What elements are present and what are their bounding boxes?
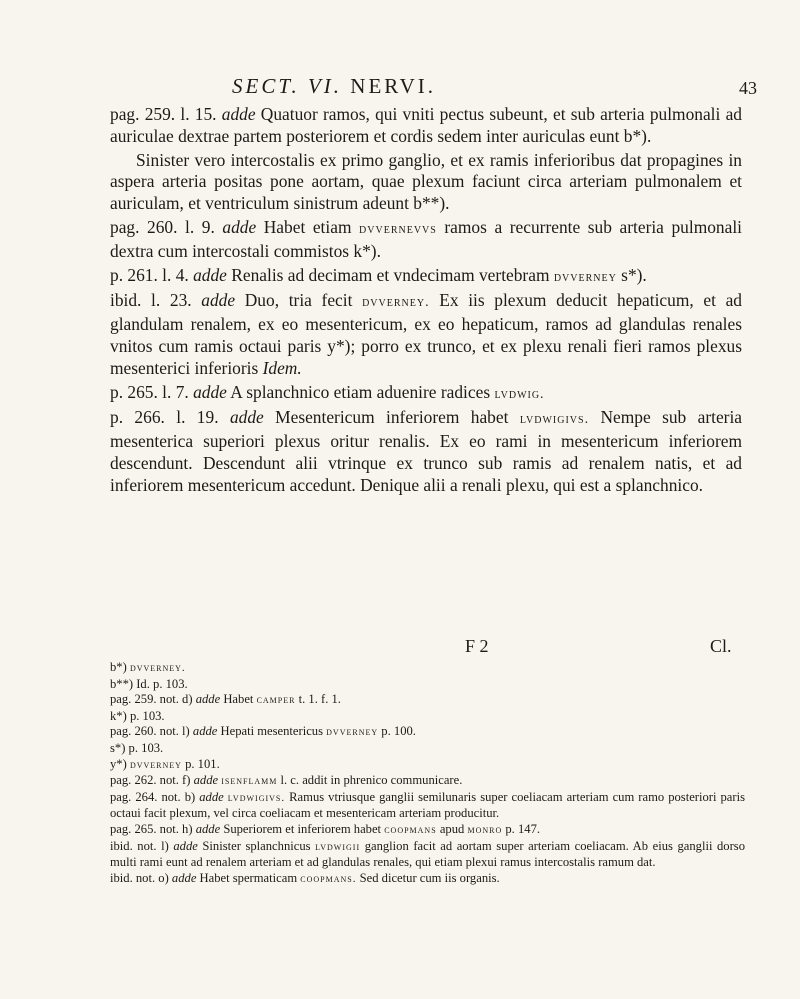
entry-sinister-paragraph [110,150,742,215]
note-ref: ibid. not. l) [110,838,174,853]
entry-ref: p. 265. l. 7. [110,381,194,402]
author-name: dvverney. [129,662,186,674]
entry-adde: adde [193,264,227,285]
note-text: Sed dicetur cum iis organis. [356,870,500,885]
note-text: Id. p. 103. [136,676,188,691]
footnote [110,757,745,774]
entry-adde: adde [193,381,227,402]
entry-text: Habet etiam [256,216,360,237]
entry-adde: adde [201,290,236,311]
running-head [232,74,436,99]
note-adde: adde [199,789,224,804]
author-name: lvdwig. [494,386,545,402]
note-mark: b**) [110,676,137,691]
author-name: dvverney [129,758,182,771]
entry-text: Renalis ad decimam et vndecimam vertebram [226,264,554,285]
note-text: t. 1. f. 1. [295,692,341,707]
note-adde: adde [173,838,198,853]
note-text: p. 103. [129,708,165,723]
entry-pag-259 [110,104,742,148]
note-text: Hepati mesentericus [217,724,327,739]
footnote [110,839,745,871]
author-name: lvdwigivs. [519,412,590,428]
entry-p-266 [110,407,742,496]
entry-p-261 [110,265,742,289]
note-text: Habet [220,692,257,707]
footnote [110,773,745,790]
footnote [110,822,745,839]
catch-line [0,636,800,658]
note-adde: adde [192,724,218,739]
note-mark: b*) [110,660,130,674]
note-text: Ramus vtriusque ganglii semilunaris super coeliacam arteriam cum ramo posteriori paris octaui facit plexum, vel circa coeliacam et mesentericam arteriam producitur. [110,789,745,821]
footnote [110,741,745,757]
note-text: ganglion facit ad aortam super arteriam coeliacam. Ab eius ganglii dorso multi rami eunt ad renalem arteriam et ad glandulas renales, qui etiam plexui ramus intercostalis ramum dat. [110,838,745,870]
note-ref: pag. 259. not. d) [110,692,196,707]
entry-text: Sinister vero intercostalis ex primo ganglio, et ex ramis inferioribus dat propagines in aspera arteria positas pone aortam, quae plexum faciunt circa arteriam pulmonalem et auriculam, et ventriculum sinistrum adeunt b**). [110,149,742,214]
entry-text: A splanchnico etiam aduenire radices [226,381,495,402]
note-mark: k*) [110,708,130,723]
entry-ref: p. 266. l. 19. [110,407,230,428]
entry-text: Ex iis plexum deducit hepaticum, et ad glandulam renalem, ex eo mesentericum, ex eo hepaticum, ramos ad glandulas renales vnitos cum ramis octaui paris y*); porro ex trunco, et ex plexu renali fieri ramos plexus mesenterici inferioris [110,290,742,378]
entry-ref: pag. 259. l. 15. [110,104,222,124]
note-text: Habet spermaticam [196,870,301,885]
author-name: dvvernevvs [359,221,437,237]
note-ref: pag. 262. not. f) [110,773,194,788]
main-text [110,104,742,499]
author-name: lvdwigivs. [227,791,286,804]
idem-word: Idem. [262,357,302,378]
entry-ref: p. 261. l. 4. [110,264,194,285]
entry-text: Nempe sub arteria mesenterica superiori plexus oritur renalis. Ex eo rami in mesentericum inferiorem descendunt. Descendunt alii vtrinque ex trunco sub ramis ad renalem natis, et ad inferiorem mesentericum accedunt. Denique alii a renali plexu, qui est a splanchnico. [110,407,743,495]
author-name: monro [467,823,503,836]
entry-text: Quatuor ramos, qui vniti pectus subeunt, et sub arteria pulmonali ad auriculae dextrae partem posteriorem et cordis sedem inter auriculas eunt b*). [110,104,742,146]
note-mark: y*) [110,756,130,771]
entry-text: Duo, tria fecit [235,290,363,311]
entry-adde: adde [221,104,256,124]
author-name: dvverney. [362,295,430,311]
note-adde: adde [171,870,197,885]
signature-mark: F 2 [465,636,489,656]
note-text: Superiorem et inferiorem habet [220,821,385,836]
entry-text: s*). [616,264,647,285]
note-adde: adde [193,773,219,788]
author-name: dvverney [326,726,379,739]
note-ref: pag. 265. not. h) [110,821,196,836]
note-adde: adde [195,692,221,707]
note-text: p. 147. [502,821,541,836]
entry-text: ramos a recurrente sub arteria pulmonali dextra cum intercostali commistos k*). [110,216,742,261]
footnote [110,709,745,725]
footnote [110,790,745,822]
note-ref: ibid. not. o) [110,870,172,885]
entry-ref: pag. 260. l. 9. [110,216,223,237]
footnote [110,692,745,709]
note-ref: pag. 260. not. l) [110,724,193,739]
footnote [110,660,745,677]
note-adde: adde [195,821,221,836]
author-name: isenflamm [221,775,278,788]
note-text: p. 100. [378,724,416,739]
entry-adde: adde [222,216,257,237]
footnote [110,871,745,888]
page-header [0,74,800,104]
footnote [110,677,745,693]
note-text: Sinister splanchnicus [197,838,316,853]
author-name: camper [256,694,296,707]
author-name: dvverney [553,269,617,285]
note-mark: s*) [110,740,129,755]
author-name: coopmans. [300,872,357,885]
note-text: p. 101. [181,756,220,771]
author-name: lvdwigii [315,840,361,853]
note-ref: pag. 264. not. b) [110,789,200,804]
note-text: l. c. addit in phrenico communicare. [277,773,463,788]
entry-p-265 [110,382,742,406]
entry-pag-260 [110,217,742,263]
entry-adde: adde [229,407,264,428]
note-text: p. 103. [128,740,164,755]
author-name: coopmans [384,823,437,836]
page-number: 43 [739,78,757,98]
entry-ibid-23 [110,290,742,379]
footnotes [110,660,745,887]
entry-ref: ibid. l. 23. [110,290,202,311]
entry-text: Mesentericum inferiorem habet [263,407,520,428]
running-head-section: SECT. VI. [232,74,343,98]
catchword: Cl. [710,636,732,656]
running-head-title: NERVI. [342,74,437,98]
note-text: apud [436,821,468,836]
footnote [110,724,745,741]
